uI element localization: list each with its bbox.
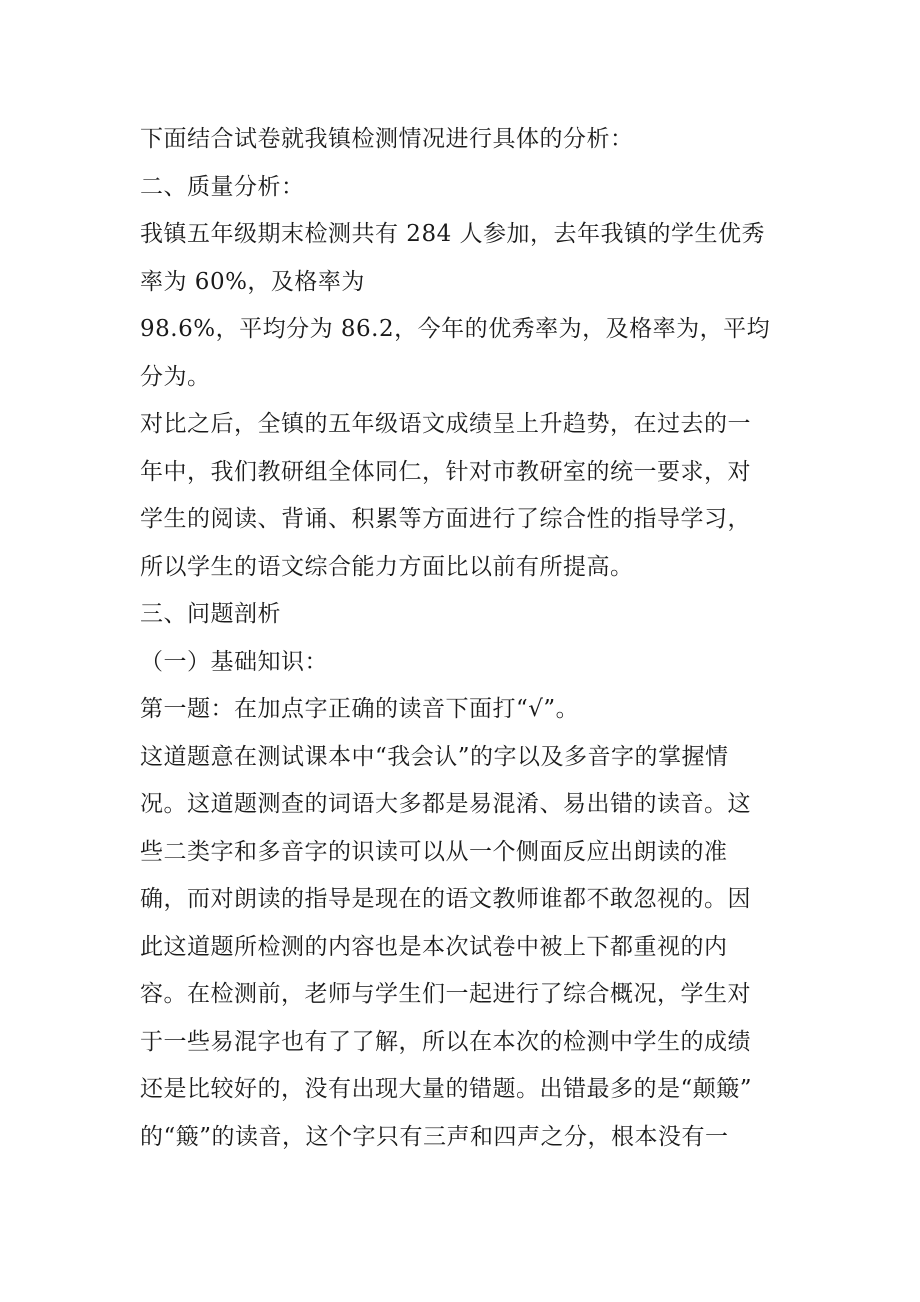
paragraph-line: 学生的阅读、背诵、积累等方面进行了综合性的指导学习， <box>140 506 751 532</box>
paragraph-line: 况。这道题测查的词语大多都是易混淆、易出错的读音。这 <box>140 791 751 817</box>
paragraph-line: 此这道题所检测的内容也是本次试卷中被上下都重视的内 <box>140 933 728 960</box>
document-body <box>140 116 790 1161</box>
subsection-heading-basic-knowledge: （一）基础知识： <box>140 648 328 675</box>
paragraph-line: 分为。 <box>140 363 211 390</box>
paragraph-line: 所以学生的语文综合能力方面比以前有所提高。 <box>140 553 634 580</box>
paragraph-line: 容。在检测前，老师与学生们一起进行了综合概况，学生对 <box>140 981 751 1007</box>
paragraph-line: 我镇五年级期末检测共有 284 人参加，去年我镇的学生优秀 <box>140 221 766 247</box>
paragraph-line: 还是比较好的，没有出现大量的错题。出错最多的是“颠簸” <box>140 1076 753 1102</box>
paragraph-line: 这道题意在测试课本中“我会认”的字以及多音字的掌握情 <box>140 743 729 770</box>
section-heading-problem-analysis: 三、问题剖析 <box>140 601 281 627</box>
paragraph-line: 的“簸”的读音，这个字只有三声和四声之分，根本没有一 <box>140 1123 729 1150</box>
paragraph-line: 些二类字和多音字的识读可以从一个侧面反应出朗读的准 <box>140 838 728 865</box>
question-heading: 第一题：在加点字正确的读音下面打“√”。 <box>140 696 580 722</box>
paragraph-line: 确，而对朗读的指导是现在的语文教师谁都不敢忽视的。因 <box>140 886 751 912</box>
paragraph-line: 对比之后，全镇的五年级语文成绩呈上升趋势，在过去的一 <box>140 411 751 437</box>
paragraph-line: 于一些易混字也有了了解，所以在本次的检测中学生的成绩 <box>140 1028 751 1055</box>
intro-line: 下面结合试卷就我镇检测情况进行具体的分析： <box>140 126 634 152</box>
section-heading-quality-analysis: 二、质量分析： <box>140 173 305 200</box>
paragraph-line: 率为 60%，及格率为 <box>140 268 365 295</box>
paragraph-line: 年中，我们教研组全体同仁，针对市教研室的统一要求，对 <box>140 458 751 485</box>
paragraph-line: 98.6%，平均分为 86.2，今年的优秀率为，及格率为，平均 <box>140 316 771 342</box>
